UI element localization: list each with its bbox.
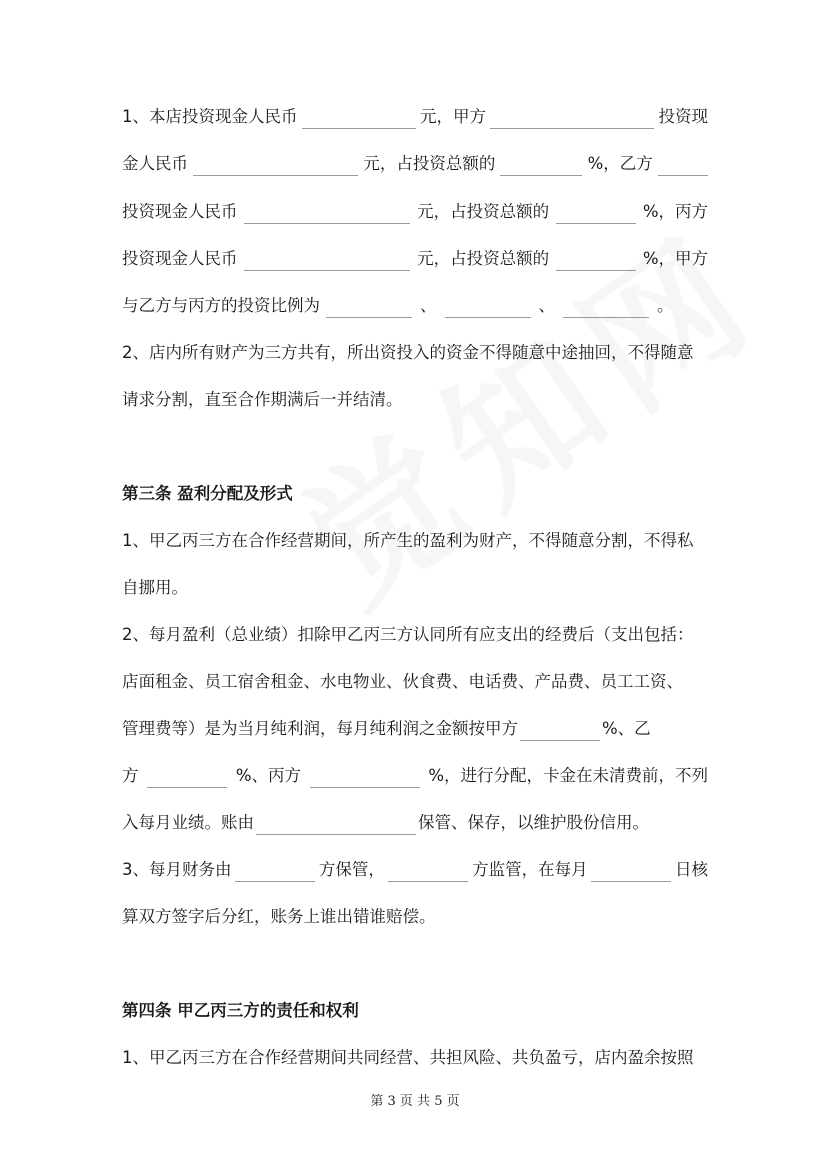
blank-field[interactable] bbox=[244, 203, 410, 224]
blank-field[interactable] bbox=[520, 720, 600, 741]
blank-field[interactable] bbox=[302, 108, 416, 129]
text-line bbox=[122, 152, 708, 176]
text-segment: 3、每月财务由 bbox=[122, 860, 232, 879]
blank-field[interactable] bbox=[147, 767, 227, 788]
text-segment: 金人民币 bbox=[122, 154, 188, 173]
text-segment: 投资现 bbox=[658, 107, 708, 126]
text-segment: 投资现金人民币 bbox=[122, 202, 238, 221]
text-line: 店面租金、员工宿舍租金、水电物业、伙食费、电话费、产品费、员工工资、 bbox=[122, 672, 683, 691]
text-line bbox=[122, 811, 708, 835]
text-line: 1、甲乙丙三方在合作经营期间，所产生的盈利为财产，不得随意分割，不得私 bbox=[122, 531, 694, 550]
text-line bbox=[122, 247, 708, 271]
text-segment: 元，占投资总额的 bbox=[363, 154, 496, 173]
text-segment: 投资现金人民币 bbox=[122, 249, 238, 268]
blank-field[interactable] bbox=[445, 297, 531, 318]
blank-field[interactable] bbox=[326, 297, 412, 318]
text-line: 算双方签字后分红，账务上谁出错谁赔偿。 bbox=[122, 907, 436, 926]
blank-field[interactable] bbox=[500, 155, 582, 176]
text-segment: 元，甲方 bbox=[420, 107, 486, 126]
text-segment: 、 bbox=[420, 296, 437, 315]
text-segment: %，乙方 bbox=[587, 154, 653, 173]
text-segment: 日核 bbox=[674, 860, 708, 879]
text-segment: 入每月业绩。账由 bbox=[122, 813, 254, 832]
text-segment: %，甲方 bbox=[642, 249, 708, 268]
text-segment: %，进行分配，卡金在未清费前，不列 bbox=[428, 766, 708, 785]
page-number: 第 3 页 共 5 页 bbox=[370, 1094, 460, 1109]
text-segment: 、 bbox=[538, 296, 555, 315]
blank-field[interactable] bbox=[591, 861, 671, 882]
blank-field[interactable] bbox=[658, 155, 708, 176]
blank-field[interactable] bbox=[310, 767, 420, 788]
text-segment: 元，占投资总额的 bbox=[417, 249, 550, 268]
blank-field[interactable] bbox=[388, 861, 468, 882]
text-line bbox=[122, 858, 708, 882]
section-heading: 第四条 甲乙丙三方的责任和权利 bbox=[122, 1001, 359, 1020]
text-line bbox=[122, 294, 708, 318]
text-segment: 与乙方与丙方的投资比例为 bbox=[122, 296, 320, 315]
text-line bbox=[122, 717, 708, 741]
text-line: 请求分割，直至合作期满后一并结清。 bbox=[122, 390, 403, 409]
blank-field[interactable] bbox=[563, 297, 649, 318]
text-line bbox=[122, 105, 708, 129]
text-segment: %，丙方 bbox=[642, 202, 708, 221]
text-line: 1、甲乙丙三方在合作经营期间共同经营、共担风险、共负盈亏，店内盈余按照 bbox=[122, 1048, 694, 1067]
text-line: 2、店内所有财产为三方共有，所出资投入的资金不得随意中途抽回，不得随意 bbox=[122, 343, 694, 362]
text-segment: %、乙 bbox=[602, 719, 651, 738]
blank-field[interactable] bbox=[244, 250, 410, 271]
text-segment: 1、本店投资现金人民币 bbox=[122, 107, 298, 126]
text-segment: %、丙方 bbox=[235, 766, 301, 785]
blank-field[interactable] bbox=[235, 861, 315, 882]
text-segment: 方 bbox=[122, 766, 139, 785]
text-segment: 。 bbox=[657, 296, 674, 315]
text-segment: 管理费等）是为当月纯利润，每月纯利润之金额按甲方 bbox=[122, 719, 518, 738]
blank-field[interactable] bbox=[490, 108, 654, 129]
blank-field[interactable] bbox=[193, 155, 358, 176]
text-line bbox=[122, 200, 708, 224]
blank-field[interactable] bbox=[556, 250, 636, 271]
text-line bbox=[122, 764, 708, 788]
text-segment: 保管、保存，以维护股份信用。 bbox=[418, 813, 649, 832]
text-line: 2、每月盈利（总业绩）扣除甲乙丙三方认同所有应支出的经费后（支出包括： bbox=[122, 625, 694, 644]
blank-field[interactable] bbox=[556, 203, 636, 224]
blank-field[interactable] bbox=[256, 814, 416, 835]
text-line: 自挪用。 bbox=[122, 578, 188, 597]
text-segment: 方保管， bbox=[318, 860, 385, 879]
text-segment: 元，占投资总额的 bbox=[417, 202, 550, 221]
text-segment: 方监管，在每月 bbox=[472, 860, 588, 879]
section-heading: 第三条 盈利分配及形式 bbox=[122, 484, 293, 503]
